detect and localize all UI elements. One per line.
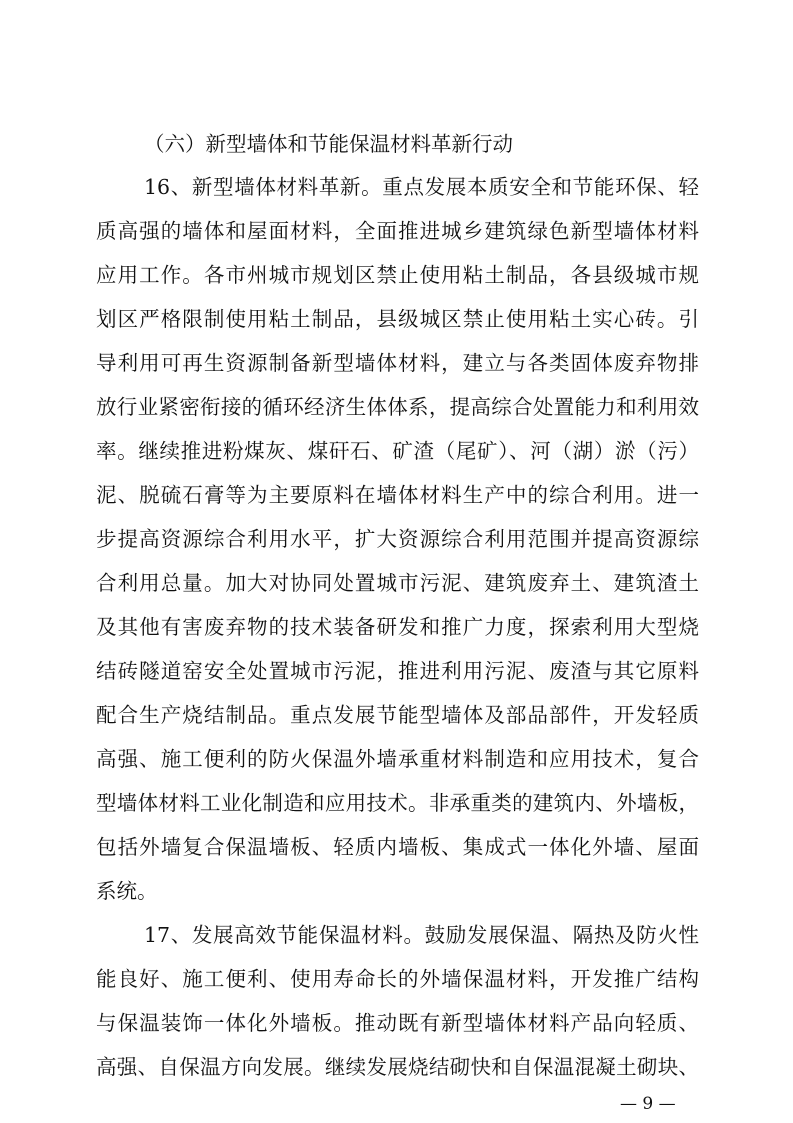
paragraph-line: 高强、施工便利的防火保温外墙承重材料制造和应用技术，复合 xyxy=(96,747,699,771)
paragraph-line: 合利用总量。加大对协同处置城市污泥、建筑废弃土、建筑渣土 xyxy=(96,571,699,595)
paragraph-line: 及其他有害废弃物的技术装备研发和推广力度，探索利用大型烧 xyxy=(96,615,699,639)
paragraph-line: 16、新型墙体材料革新。重点发展本质安全和节能环保、轻 xyxy=(144,175,699,199)
paragraph-line: 与保温装饰一体化外墙板。推动既有新型墙体材料产品向轻质、 xyxy=(96,1011,699,1035)
paragraph-line: 能良好、施工便利、使用寿命长的外墙保温材料，开发推广结构 xyxy=(96,967,699,991)
paragraph-line: 系统。 xyxy=(96,879,158,903)
paragraph-line: 结砖隧道窑安全处置城市污泥，推进利用污泥、废渣与其它原料 xyxy=(96,659,699,683)
paragraph-line: 高强、自保温方向发展。继续发展烧结砌快和自保温混凝土砌块、 xyxy=(96,1055,699,1079)
paragraph-line: 泥、脱硫石膏等为主要原料在墙体材料生产中的综合利用。进一 xyxy=(96,483,699,507)
paragraph-line: 配合生产烧结制品。重点发展节能型墙体及部品部件，开发轻质 xyxy=(96,703,699,727)
paragraph-line: 17、发展高效节能保温材料。鼓励发展保温、隔热及防火性 xyxy=(144,923,699,947)
paragraph-line: 率。继续推进粉煤灰、煤矸石、矿渣（尾矿）、河（湖）淤（污） xyxy=(96,439,699,463)
paragraph-line: 型墙体材料工业化制造和应用技术。非承重类的建筑内、外墙板， xyxy=(96,791,699,815)
paragraph-line: 质高强的墙体和屋面材料，全面推进城乡建筑绿色新型墙体材料 xyxy=(96,219,699,243)
section-heading: （六）新型墙体和节能保温材料革新行动 xyxy=(144,132,513,156)
paragraph-line: 放行业紧密衔接的循环经济生体体系，提高综合处置能力和利用效 xyxy=(96,395,699,419)
paragraph-line: 应用工作。各市州城市规划区禁止使用粘土制品，各县级城市规 xyxy=(96,263,699,287)
paragraph-line: 划区严格限制使用粘土制品，县级城区禁止使用粘土实心砖。引 xyxy=(96,307,699,331)
page-number: — 9 — xyxy=(620,1094,676,1114)
paragraph-line: 导利用可再生资源制备新型墙体材料，建立与各类固体废弃物排 xyxy=(96,351,699,375)
paragraph-line: 步提高资源综合利用水平，扩大资源综合利用范围并提高资源综 xyxy=(96,527,699,551)
paragraph-line: 包括外墙复合保温墙板、轻质内墙板、集成式一体化外墙、屋面 xyxy=(96,835,699,859)
